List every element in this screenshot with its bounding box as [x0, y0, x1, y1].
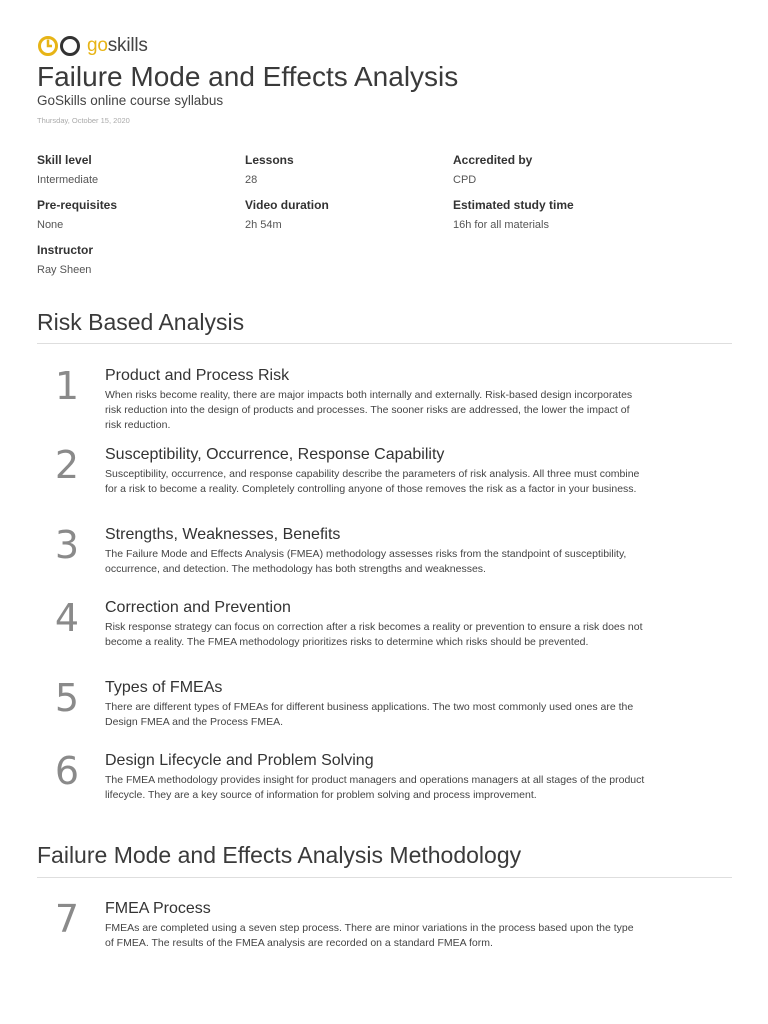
prerequisites-value: None: [37, 219, 64, 231]
lesson-title: Correction and Prevention: [105, 599, 291, 616]
accredited-by-label: Accredited by: [453, 153, 533, 167]
lesson-number: 2: [54, 443, 80, 487]
section-title: Risk Based Analysis: [37, 309, 245, 335]
lessons-value: 28: [245, 174, 258, 186]
video-duration-label: Video duration: [245, 198, 329, 212]
accredited-by-value: CPD: [453, 174, 477, 186]
lesson-number: 1: [54, 364, 80, 408]
section-title: Failure Mode and Effects Analysis Methodology: [37, 842, 522, 868]
logo-skills-text: skills: [107, 35, 148, 56]
prerequisites-label: Pre-requisites: [37, 198, 118, 212]
instructor-value: Ray Sheen: [37, 264, 92, 276]
lesson-description: When risks become reality, there are major impacts both internally and externally. Risk-based design incorporates risk reduction into the design of products and processes. The sooner risks are addressed, the lower the impact of risk reduction.: [105, 389, 633, 431]
lesson-description: Risk response strategy can focus on correction after a risk becomes a reality or prevention to ensure a risk does not become a reality. The FMEA methodology prioritizes risks to determine which risks should be prevented.: [105, 621, 643, 648]
logo-wordmark: [87, 34, 148, 58]
lesson-description: Susceptibility, occurrence, and response capability describe the parameters of risk analysis. All three must combine for a risk to become a reality. Completely controlling anyone of those removes the risk as a factor in your business.: [105, 468, 640, 495]
section-divider: [37, 877, 732, 878]
logo-go-text: go: [87, 35, 108, 56]
page-title: Failure Mode and Effects Analysis: [37, 61, 459, 92]
lesson-title: Susceptibility, Occurrence, Response Capability: [105, 446, 445, 463]
lesson-title: Strengths, Weaknesses, Benefits: [105, 526, 341, 543]
lesson-description: FMEAs are completed using a seven step process. There are minor variations in the process based upon the type of FMEA. The results of the FMEA analysis are recorded on a standard FMEA form.: [105, 922, 634, 949]
lesson-title: FMEA Process: [105, 900, 211, 917]
instructor-label: Instructor: [37, 243, 94, 257]
goskills-logo[interactable]: [37, 34, 148, 58]
syllabus-date: Thursday, October 15, 2020: [37, 116, 130, 125]
study-time-value: 16h for all materials: [453, 219, 549, 231]
skill-level-label: Skill level: [37, 153, 92, 167]
lesson-title: Design Lifecycle and Problem Solving: [105, 752, 374, 769]
lesson-number: 4: [54, 596, 80, 640]
lesson-description: The Failure Mode and Effects Analysis (FMEA) methodology assesses risks from the standpoint of susceptibility, occurrence, and detection. The methodology has both strengths and weaknesses.: [105, 548, 627, 575]
lesson-title: Types of FMEAs: [105, 679, 223, 696]
lesson-number: 5: [54, 676, 80, 720]
lessons-label: Lessons: [245, 153, 294, 167]
study-time-label: Estimated study time: [453, 198, 574, 212]
lesson-number: 6: [54, 749, 80, 793]
section-divider: [37, 343, 732, 344]
lesson-number: 3: [54, 523, 80, 567]
skill-level-value: Intermediate: [37, 174, 99, 186]
page-subtitle: GoSkills online course syllabus: [37, 93, 224, 108]
lesson-description: There are different types of FMEAs for different business applications. The two most commonly used ones are the Design FMEA and the Process FMEA.: [105, 701, 634, 728]
infinity-logo-icon: [37, 35, 83, 57]
video-duration-value: 2h 54m: [245, 219, 282, 231]
lesson-number: 7: [54, 897, 80, 941]
lesson-description: The FMEA methodology provides insight for product managers and operations managers at all stages of the product lifecycle. They are a key source of information for problem solving and process improvement.: [105, 774, 645, 801]
lesson-title: Product and Process Risk: [105, 367, 290, 384]
